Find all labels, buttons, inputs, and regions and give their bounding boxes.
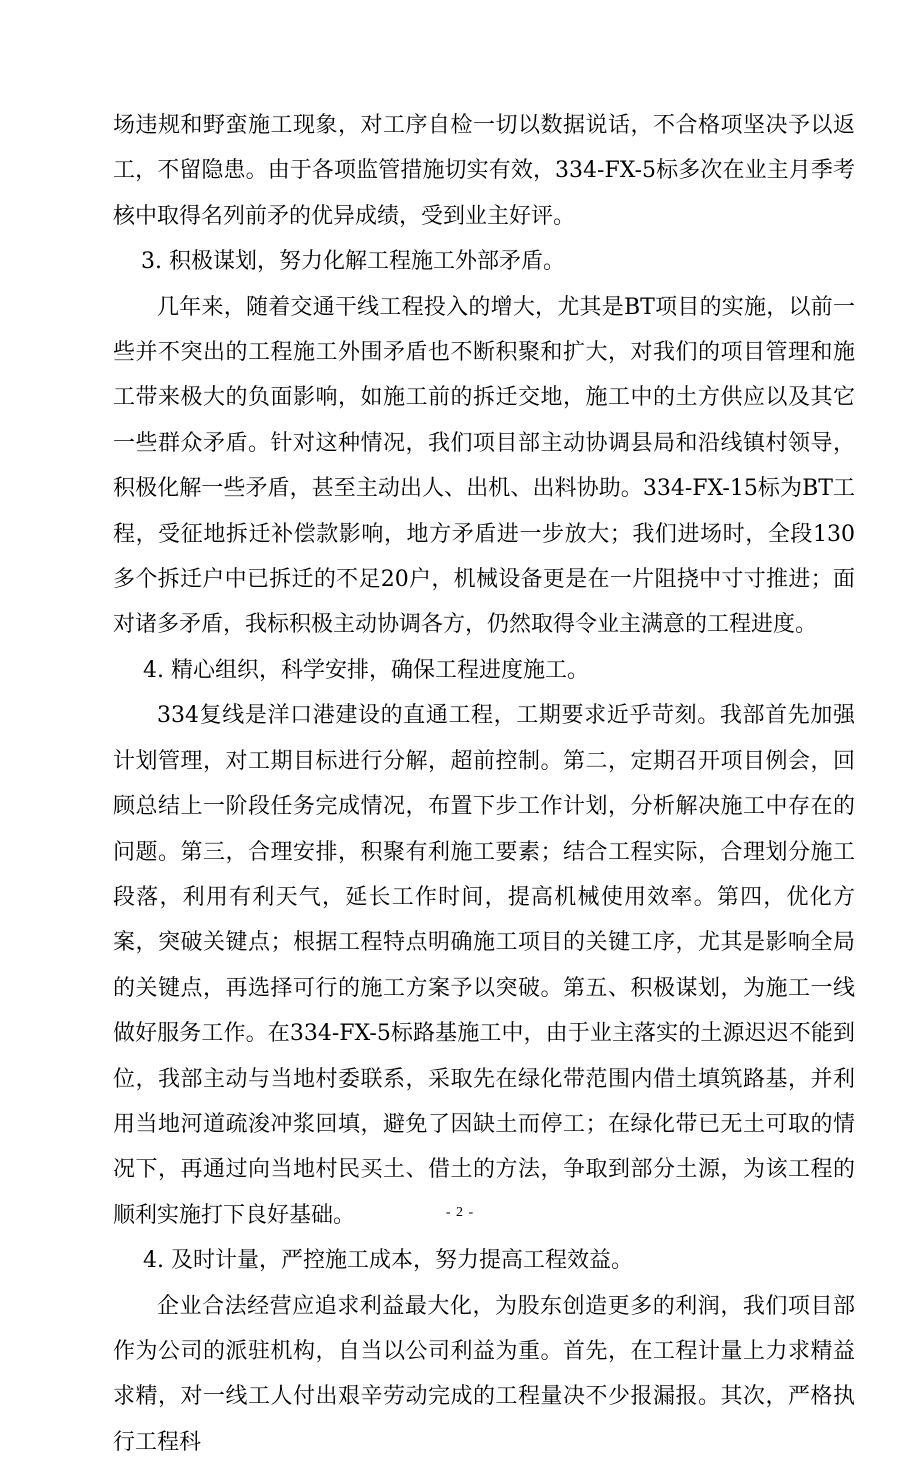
document-body xyxy=(113,103,855,1465)
paragraph-schedule-management: 334复线是洋口港建设的直通工程，工期要求近乎苛刻。我部首先加强计划管理，对工期目标进行分解，超前控制。第二，定期召开项目例会，回顾总结上一阶段任务完成情况，布置下步工作计划，分析解决施工中存在的问题。第三，合理安排，积聚有利施工要素；结合工程实际，合理划分施工段落，利用有利天气，延长工作时间，提高机械使用效率。第四，优化方案，突破关键点；根据工程特点明确施工项目的关键工序，尤其是影响全局的关键点，再选择可行的施工方案予以突破。第五、积极谋划，为施工一线做好服务工作。在334-FX-5标路基施工中，由于业主落实的土源迟迟不能到位，我部主动与当地村委联系，采取先在绿化带范围内借土填筑路基，并利用当地河道疏浚冲浆回填，避免了因缺土而停工；在绿化带已无土可取的情况下，再通过向当地村民买土、借土的方法，争取到部分土源，为该工程的顺利实施打下良好基础。 xyxy=(113,703,855,1228)
paragraph-external-conflicts: 几年来，随着交通干线工程投入的增大，尤其是BT项目的实施，以前一些并不突出的工程施工外围矛盾也不断积聚和扩大，对我们的项目管理和施工带来极大的负面影响，如施工前的拆迁交地，施工中的土方供应以及其它一些群众矛盾。针对这种情况，我们项目部主动协调县局和沿线镇村领导，积极化解一些矛盾，甚至主动出人、出机、出料协助。334-FX-15标为BT工程，受征地拆迁补偿款影响，地方矛盾进一步放大；我们进场时，全段130多个拆迁户中已拆迁的不足20户，机械设备更是在一片阻挠中寸寸推进；面对诸多矛盾，我标积极主动协调各方，仍然取得令业主满意的工程进度。 xyxy=(113,294,855,638)
section-heading-4-cost: 4. 及时计量，严控施工成本，努力提高工程效益。 xyxy=(143,1248,633,1274)
page-number: - 2 - xyxy=(445,1205,475,1220)
section-heading-3: 3. 积极谋划，努力化解工程施工外部矛盾。 xyxy=(141,249,565,275)
section-heading-4-organization: 4. 精心组织，科学安排，确保工程进度施工。 xyxy=(143,657,589,683)
paragraph-continuation: 场违规和野蛮施工现象，对工序自检一切以数据说话，不合格项坚决予以返工，不留隐患。由于各项监管措施切实有效，334-FX-5标多次在业主月季考核中取得名列前矛的优异成绩，受到业主好评。 xyxy=(113,113,855,229)
paragraph-cost-control: 企业合法经营应追求利益最大化，为股东创造更多的利润，我们项目部作为公司的派驻机构，自当以公司利益为重。首先，在工程计量上力求精益求精，对一线工人付出艰辛劳动完成的工程量决不少报漏报。其次，严格执行工程科 xyxy=(113,1293,855,1455)
